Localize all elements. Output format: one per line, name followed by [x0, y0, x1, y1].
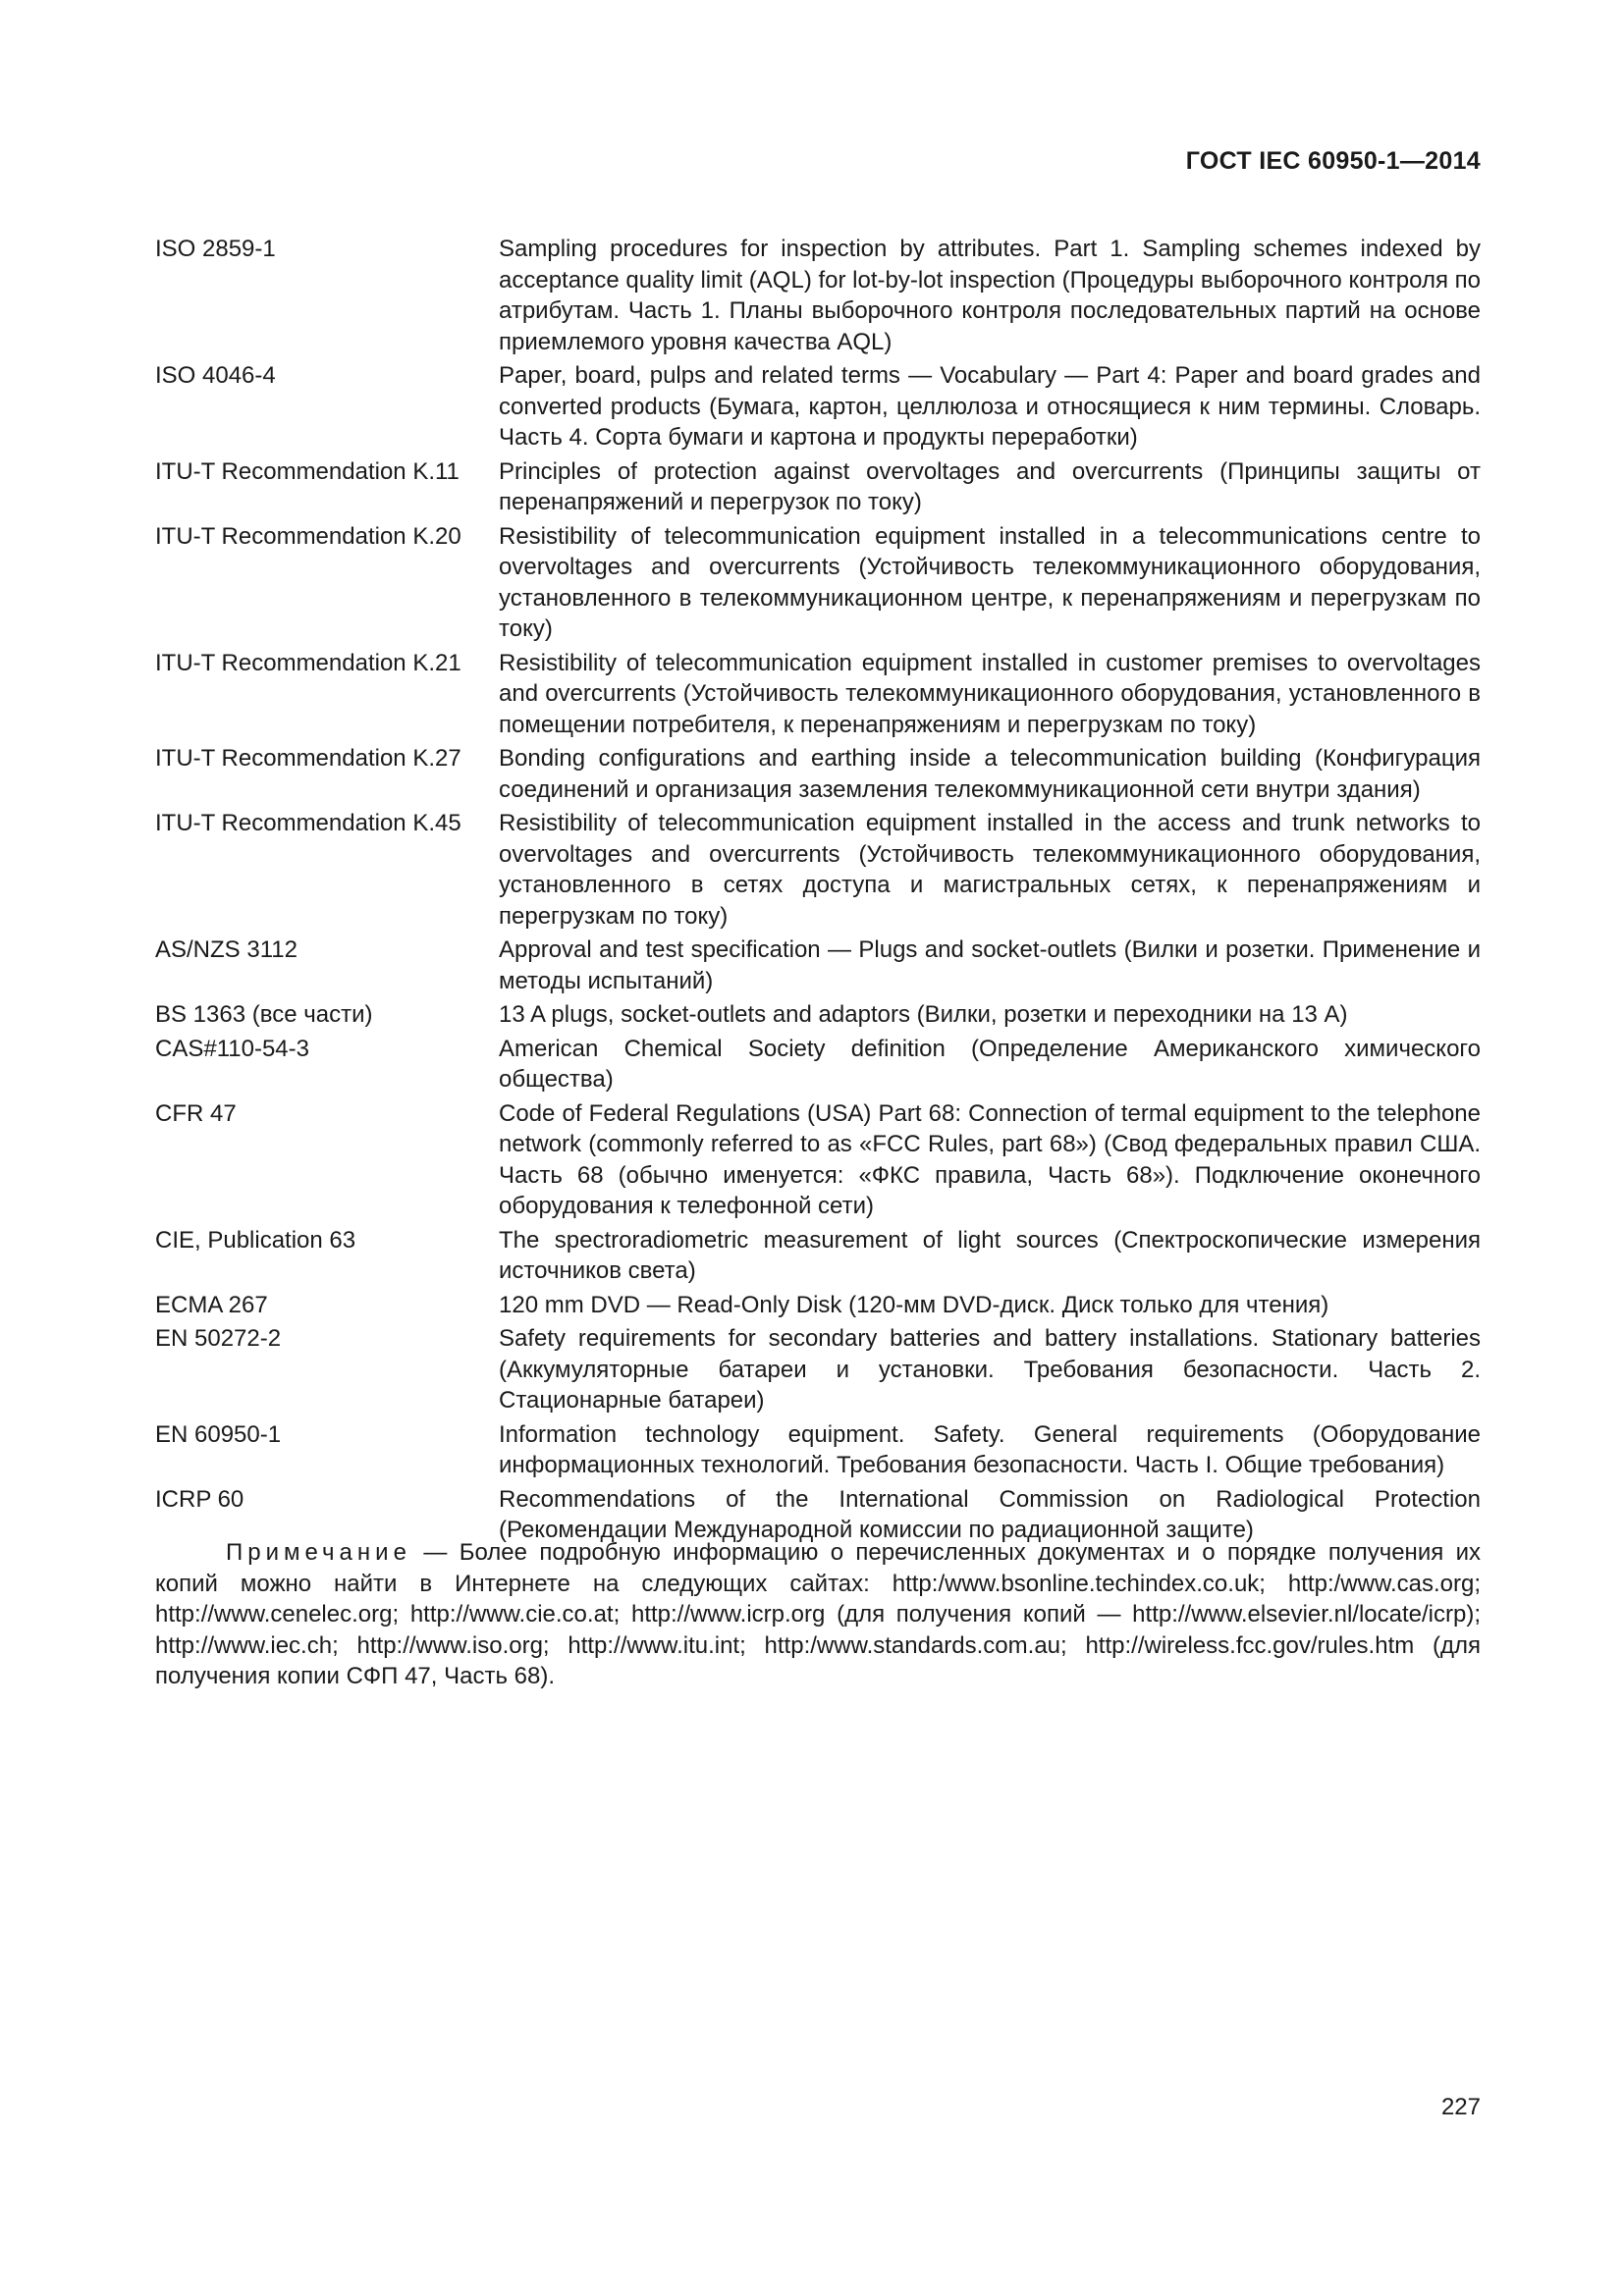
reference-code: ECMA 267: [155, 1291, 268, 1318]
page-number: 227: [1440, 2094, 1481, 2120]
document-code-header: ГОСТ IEC 60950-1—2014: [1185, 147, 1481, 175]
reference-row: [155, 934, 1481, 996]
reference-code: ITU-T Recommendation K.27: [155, 745, 461, 772]
references-table: [155, 234, 1481, 1549]
reference-code: CIE, Publication 63: [155, 1226, 356, 1254]
reference-code: CAS#110-54-3: [155, 1035, 309, 1062]
reference-title: Information technology equipment. Safety. General requirements (Оборудование информационных технологий. Требования безопасности. Часть I. Общие требования): [499, 1420, 1481, 1478]
reference-row: [155, 360, 1481, 454]
reference-title: Principles of protection against overvoltages and overcurrents (Принципы защиты от перенапряжений и перегрузок по току): [499, 457, 1481, 515]
reference-title: Code of Federal Regulations (USA) Part 68: Connection of termal equipment to the telephone network (commonly referred to as «FCC Rules, part 68») (Свод федеральных правил США. Часть 68 (обычно именуется: «ФКС правила, Часть 68»). Подключение оконечного оборудования к телефонной сети): [499, 1099, 1481, 1219]
reference-title: Resistibility of telecommunication equipment installed in the access and trunk networks to overvoltages and overcurrents (Устойчивость телекоммуникационного оборудования, установленного в сетях доступа и магистральных сетях, к перенапряжениям и перегрузкам по току): [499, 810, 1481, 930]
reference-code: ITU-T Recommendation K.45: [155, 810, 461, 836]
reference-row: [155, 1419, 1481, 1481]
reference-code: ISO 4046-4: [155, 362, 276, 389]
reference-title: Safety requirements for secondary batteries and battery installations. Stationary batteries (Аккумуляторные батареи и установки. Требования безопасности. Часть 2. Стационарные батареи): [499, 1325, 1481, 1414]
reference-title: Resistibility of telecommunication equipment installed in customer premises to overvoltages and overcurrents (Устойчивость телекоммуникационного оборудования, установленного в помещении потребителя, к перенапряжениям и перегрузкам по току): [499, 649, 1481, 738]
reference-row: [155, 456, 1481, 518]
note-text: — Более подробную информацию о перечисленных документах и о порядке получения их копий можно найти в Интернете на следующих сайтах: http:/www.bsonline.techindex.co.uk; http:/www.cas.org; http://www.cenelec.org; http://www.cie.co.at; http://www.icrp.org (для получения копий — http://www.elsevier.nl/locate/icrp); http://www.iec.ch; http://www.iso.org; http://www.itu.int; http:/www.standards.com.au; http://wireless.fcc.gov/rules.htm (для получения копии СФП 47, Часть 68).: [155, 1539, 1481, 1689]
reference-title: Approval and test specification — Plugs and socket-outlets (Вилки и розетки. Применение и методы испытаний): [499, 936, 1481, 994]
reference-title: Sampling procedures for inspection by attributes. Part 1. Sampling schemes indexed by acceptance quality limit (AQL) for lot-by-lot inspection (Процедуры выборочного контроля по атрибутам. Часть 1. Планы выборочного контроля последовательных партий на основе приемлемого уровня качества AQL): [499, 236, 1481, 355]
reference-code: EN 60950-1: [155, 1420, 282, 1448]
reference-title: 13 A plugs, socket-outlets and adaptors (Вилки, розетки и переходники на 13 А): [499, 1001, 1348, 1028]
reference-code: BS 1363 (все части): [155, 1001, 373, 1028]
reference-code: AS/NZS 3112: [155, 936, 298, 963]
reference-row: [155, 1225, 1481, 1287]
reference-code: ISO 2859-1: [155, 236, 276, 262]
note-label: Примечание: [226, 1539, 411, 1566]
reference-row: [155, 999, 1481, 1031]
reference-code: ITU-T Recommendation K.21: [155, 649, 461, 676]
reference-code: CFR 47: [155, 1099, 237, 1127]
reference-title: Recommendations of the International Commission on Radiological Protection (Рекомендации Международной комиссии по радиационной защите): [499, 1485, 1481, 1543]
reference-row: [155, 1290, 1481, 1321]
reference-title: The spectroradiometric measurement of light sources (Спектроскопические измерения источников света): [499, 1226, 1481, 1284]
note-paragraph: [155, 1537, 1481, 1692]
reference-row: [155, 1098, 1481, 1222]
reference-code: ICRP 60: [155, 1485, 244, 1513]
reference-title: 120 mm DVD — Read-Only Disk (120-мм DVD-диск. Диск только для чтения): [499, 1291, 1329, 1318]
reference-row: [155, 808, 1481, 932]
reference-title: American Chemical Society definition (Определение Американского химического общества): [499, 1035, 1481, 1093]
reference-title: Paper, board, pulps and related terms — Vocabulary — Part 4: Paper and board grades and converted products (Бумага, картон, целлюлоза и относящиеся к ним термины. Словарь. Часть 4. Сорта бумаги и картона и продукты переработки): [499, 362, 1481, 451]
reference-code: ITU-T Recommendation K.11: [155, 457, 460, 485]
reference-title: Resistibility of telecommunication equipment installed in a telecommunications centre to overvoltages and overcurrents (Устойчивость телекоммуникационного оборудования, установленного в телекоммуникационном центре, к перенапряжениям и перегрузкам по току): [499, 522, 1481, 642]
reference-row: [155, 234, 1481, 357]
reference-row: [155, 648, 1481, 741]
reference-code: ITU-T Recommendation K.20: [155, 522, 461, 550]
reference-code: EN 50272-2: [155, 1325, 282, 1352]
reference-row: [155, 1323, 1481, 1416]
reference-title: Bonding configurations and earthing inside a telecommunication building (Конфигурация соединений и организация заземления телекоммуникационной сети внутри здания): [499, 745, 1481, 803]
reference-row: [155, 1034, 1481, 1095]
reference-row: [155, 743, 1481, 805]
reference-row: [155, 521, 1481, 645]
